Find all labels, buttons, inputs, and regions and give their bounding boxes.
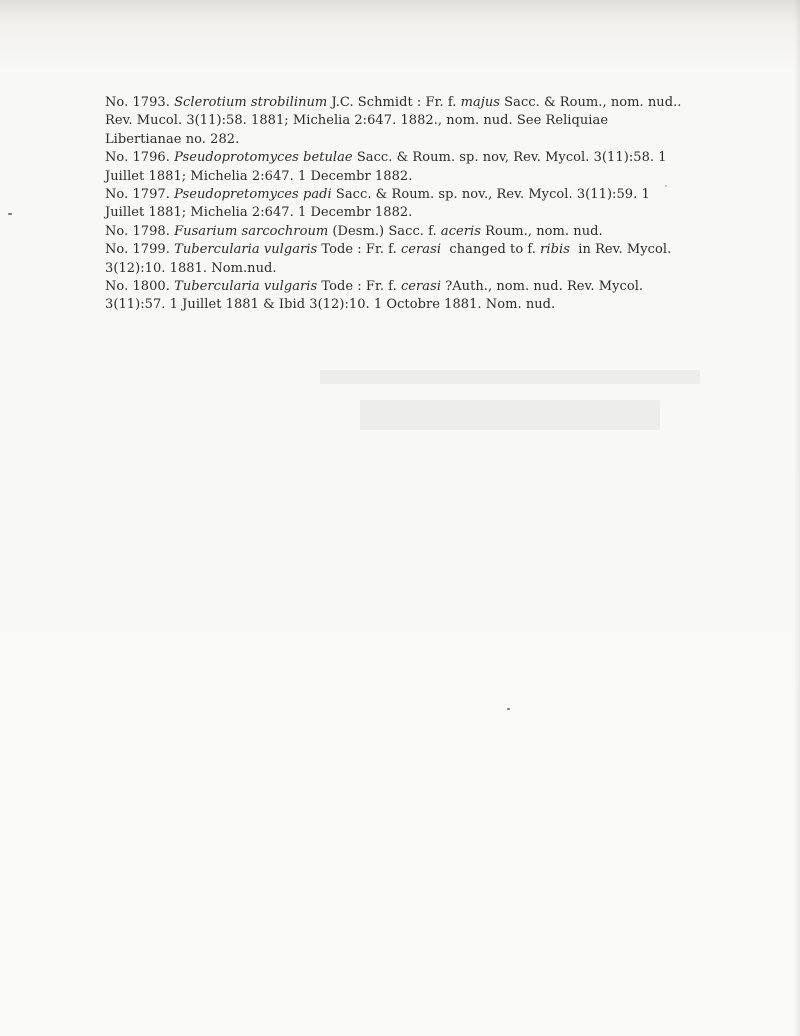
catalog-entry	[105, 186, 705, 223]
taxon-name: ribis	[540, 242, 570, 258]
scan-shadow-right	[794, 0, 800, 1036]
entry-text: No. 1796.	[105, 150, 175, 166]
catalog-entry	[105, 149, 705, 186]
entry-text: Roum., nom. nud.	[480, 223, 603, 239]
entry-line	[105, 168, 705, 186]
entries-list	[105, 94, 705, 315]
entry-line	[105, 149, 705, 167]
entry-text: ?Auth., nom. nud. Rev. Mycol.	[441, 279, 644, 295]
scan-shadow-top	[0, 0, 800, 22]
entry-text: 3(11):57. 1 Juillet 1881 & Ibid 3(12):10. 1 Octobre 1881. Nom. nud.	[105, 297, 556, 313]
entry-text: Juillet 1881; Michelia 2:647. 1 Decembr 1882.	[105, 205, 413, 221]
catalog-entry	[105, 223, 705, 241]
entry-line	[105, 94, 705, 112]
bleed-through-ghost	[300, 330, 720, 450]
entry-text: Juillet 1881; Michelia 2:647. 1 Decembr 1882.	[105, 168, 413, 184]
entry-text: (Desm.) Sacc. f.	[328, 223, 441, 239]
taxon-name: Tubercularia vulgaris	[174, 279, 318, 295]
taxon-name: aceris	[440, 223, 481, 239]
entry-text: changed to f.	[441, 242, 541, 258]
taxon-name: cerasi	[400, 279, 442, 295]
entry-text: No. 1800.	[105, 279, 175, 295]
entry-text: J.C. Schmidt : Fr. f.	[327, 95, 461, 110]
entry-line	[105, 260, 705, 278]
entry-text: Libertianae no. 282.	[105, 131, 240, 147]
scan-speck	[507, 708, 510, 710]
entry-text: in Rev. Mycol.	[569, 242, 672, 258]
entry-text: Sacc. & Roum. sp. nov., Rev. Mycol. 3(11):59. 1	[331, 187, 650, 203]
entry-line	[105, 296, 705, 314]
entry-line	[105, 204, 705, 222]
entry-line	[105, 112, 705, 130]
entry-line	[105, 186, 705, 204]
entry-text: Rev. Mucol. 3(11):58. 1881; Michelia 2:647. 1882., nom. nud. See Reliquiae	[105, 113, 609, 129]
entry-line	[105, 223, 705, 241]
taxon-name: Fusarium sarcochroum	[174, 223, 329, 239]
taxon-name: Tubercularia vulgaris	[174, 242, 318, 258]
entry-text: Tode : Fr. f.	[317, 279, 401, 295]
entry-line	[105, 278, 705, 296]
entry-text: No. 1799.	[105, 242, 175, 258]
scan-speck	[8, 213, 12, 215]
entry-text: Sacc. & Roum. sp. nov, Rev. Mycol. 3(11):58. 1	[352, 150, 667, 166]
entry-text: No. 1797.	[105, 187, 175, 203]
entry-line	[105, 131, 705, 149]
taxon-name: Pseudopretomyces padi	[174, 187, 332, 203]
taxon-name: majus	[460, 95, 500, 110]
entry-line	[105, 241, 705, 259]
entry-text: No. 1798.	[105, 223, 175, 239]
entry-text: Tode : Fr. f.	[317, 242, 401, 258]
catalog-entry	[105, 241, 705, 278]
taxon-name: Sclerotium strobilinum	[174, 95, 328, 110]
entry-text: 3(12):10. 1881. Nom.nud.	[105, 260, 277, 276]
catalog-entry	[105, 278, 705, 315]
entry-text: No. 1793.	[105, 95, 175, 110]
taxon-name: cerasi	[400, 242, 442, 258]
catalog-entry	[105, 94, 705, 149]
entry-text: Sacc. & Roum., nom. nud..	[500, 95, 682, 110]
taxon-name: Pseudoprotomyces betulae	[174, 150, 353, 166]
